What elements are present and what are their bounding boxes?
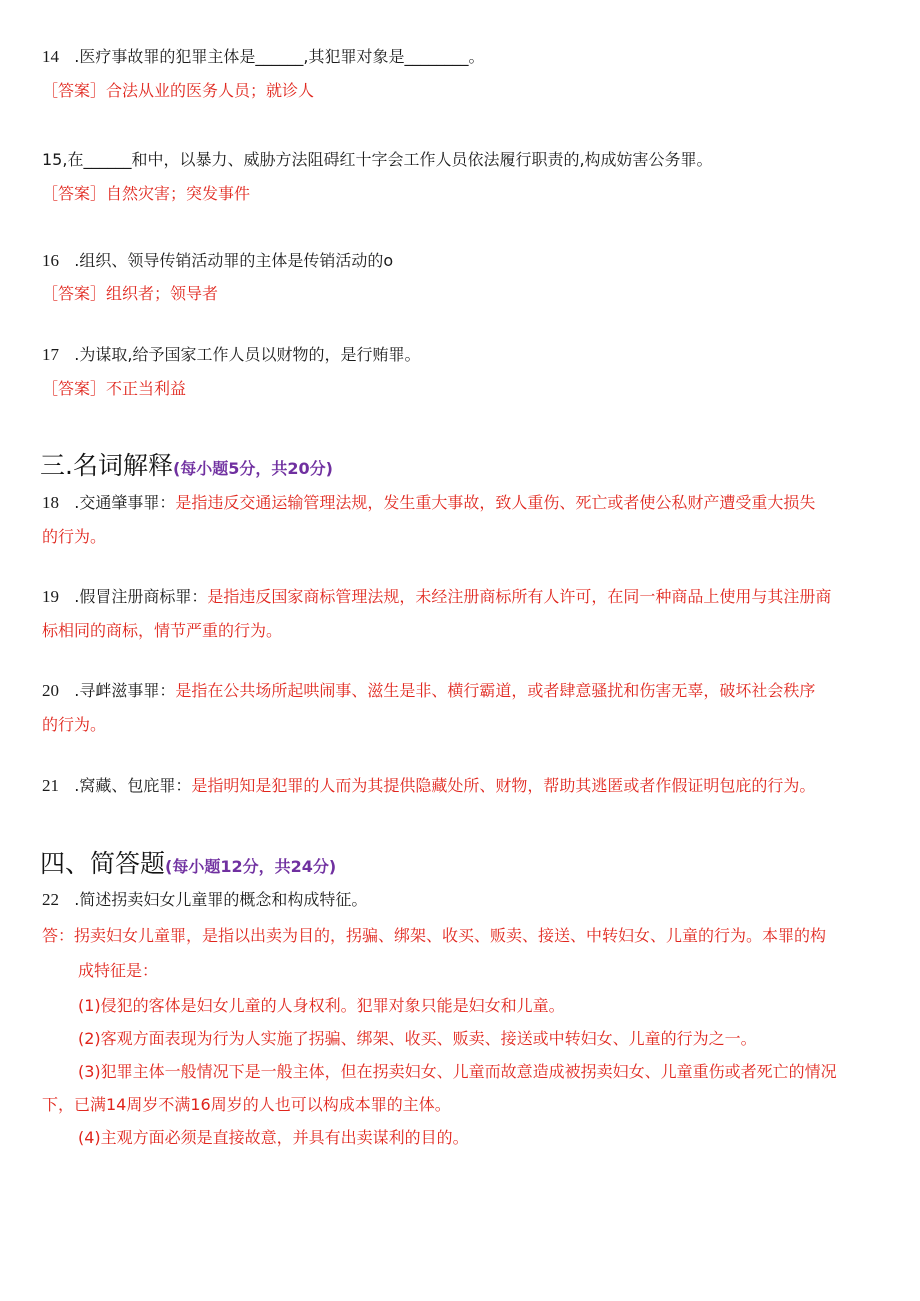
section-3-heading <box>40 450 333 485</box>
term: .假冒注册商标罪： <box>74 587 208 606</box>
question-text: .简述拐卖妇女儿童罪的概念和构成特征。 <box>74 890 368 909</box>
term: .寻衅滋事罪： <box>74 681 176 700</box>
answer-22-point-4: (4)主观方面必须是直接故意，并具有出卖谋利的目的。 <box>78 1128 469 1147</box>
answer-15: ［答案］自然灾害；突发事件 <box>42 184 251 203</box>
question-15: 15,在______和中，以暴力、威胁方法阻碍红十字会工作人员依法履行职责的,构成妨害公务罪。 <box>42 150 713 169</box>
section-title: 三.名词解释 <box>40 451 173 480</box>
answer-14: ［答案］合法从业的医务人员；就诊人 <box>42 81 315 100</box>
question-16 <box>42 250 393 272</box>
question-20 <box>42 680 815 702</box>
section-4-heading <box>40 848 336 883</box>
answer-16: ［答案］组织者；领导者 <box>42 284 219 303</box>
definition-cont: 的行为。 <box>42 527 107 546</box>
question-18 <box>42 492 815 514</box>
section-note: (每小题12分，共24分) <box>165 857 337 876</box>
question-17 <box>42 344 420 366</box>
section-note: (每小题5分，共20分) <box>172 459 333 478</box>
definition: 是指在公共场所起哄闹事、滋生是非、横行霸道，或者肆意骚扰和伤害无辜，破坏社会秩序 <box>175 681 816 700</box>
question-22 <box>42 889 367 911</box>
question-14 <box>42 46 484 68</box>
question-21 <box>42 775 815 797</box>
answer-22-line-1: 答：拐卖妇女儿童罪，是指以出卖为目的，拐骗、绑架、收买、贩卖、接送、中转妇女、儿童的行为。本罪的构 <box>42 926 827 945</box>
question-number: 22 <box>42 890 59 909</box>
question-number: 20 <box>42 681 59 700</box>
question-number: 14 <box>42 47 59 66</box>
definition: 是指违反国家商标管理法规，未经注册商标所有人许可，在同一种商品上使用与其注册商 <box>207 587 832 606</box>
definition-cont: 的行为。 <box>42 715 107 734</box>
question-text: .组织、领导传销活动罪的主体是传销活动的o <box>74 251 394 270</box>
definition-cont: 标相同的商标，情节严重的行为。 <box>42 621 283 640</box>
definition: 是指违反交通运输管理法规，发生重大事故，致人重伤、死亡或者使公私财产遭受重大损失 <box>175 493 816 512</box>
question-19 <box>42 586 831 608</box>
question-number: 18 <box>42 493 59 512</box>
answer-22-point-3-cont: 下，已满14周岁不满16周岁的人也可以构成本罪的主体。 <box>42 1095 451 1114</box>
term: .窝藏、包庇罪： <box>74 776 192 795</box>
answer-22-line-2: 成特征是： <box>78 961 159 980</box>
question-text: .医疗事故罪的犯罪主体是______,其犯罪对象是________。 <box>74 47 485 66</box>
answer-17: ［答案］不正当利益 <box>42 379 187 398</box>
section-title: 四、简答题 <box>40 849 166 878</box>
question-number: 19 <box>42 587 59 606</box>
question-text: .为谋取,给予国家工作人员以财物的，是行贿罪。 <box>74 345 421 364</box>
term: .交通肇事罪： <box>74 493 176 512</box>
question-number: 21 <box>42 776 59 795</box>
question-number: 16 <box>42 251 59 270</box>
definition: 是指明知是犯罪的人而为其提供隐藏处所、财物，帮助其逃匿或者作假证明包庇的行为。 <box>191 776 816 795</box>
answer-22-point-3: (3)犯罪主体一般情况下是一般主体，但在拐卖妇女、儿童而故意造成被拐卖妇女、儿童重伤或者死亡的情况 <box>78 1062 837 1081</box>
answer-22-point-1: (1)侵犯的客体是妇女儿童的人身权利。犯罪对象只能是妇女和儿童。 <box>78 996 565 1015</box>
answer-22-point-2: (2)客观方面表现为行为人实施了拐骗、绑架、收买、贩卖、接送或中转妇女、儿童的行为之一。 <box>78 1029 757 1048</box>
question-number: 17 <box>42 345 59 364</box>
